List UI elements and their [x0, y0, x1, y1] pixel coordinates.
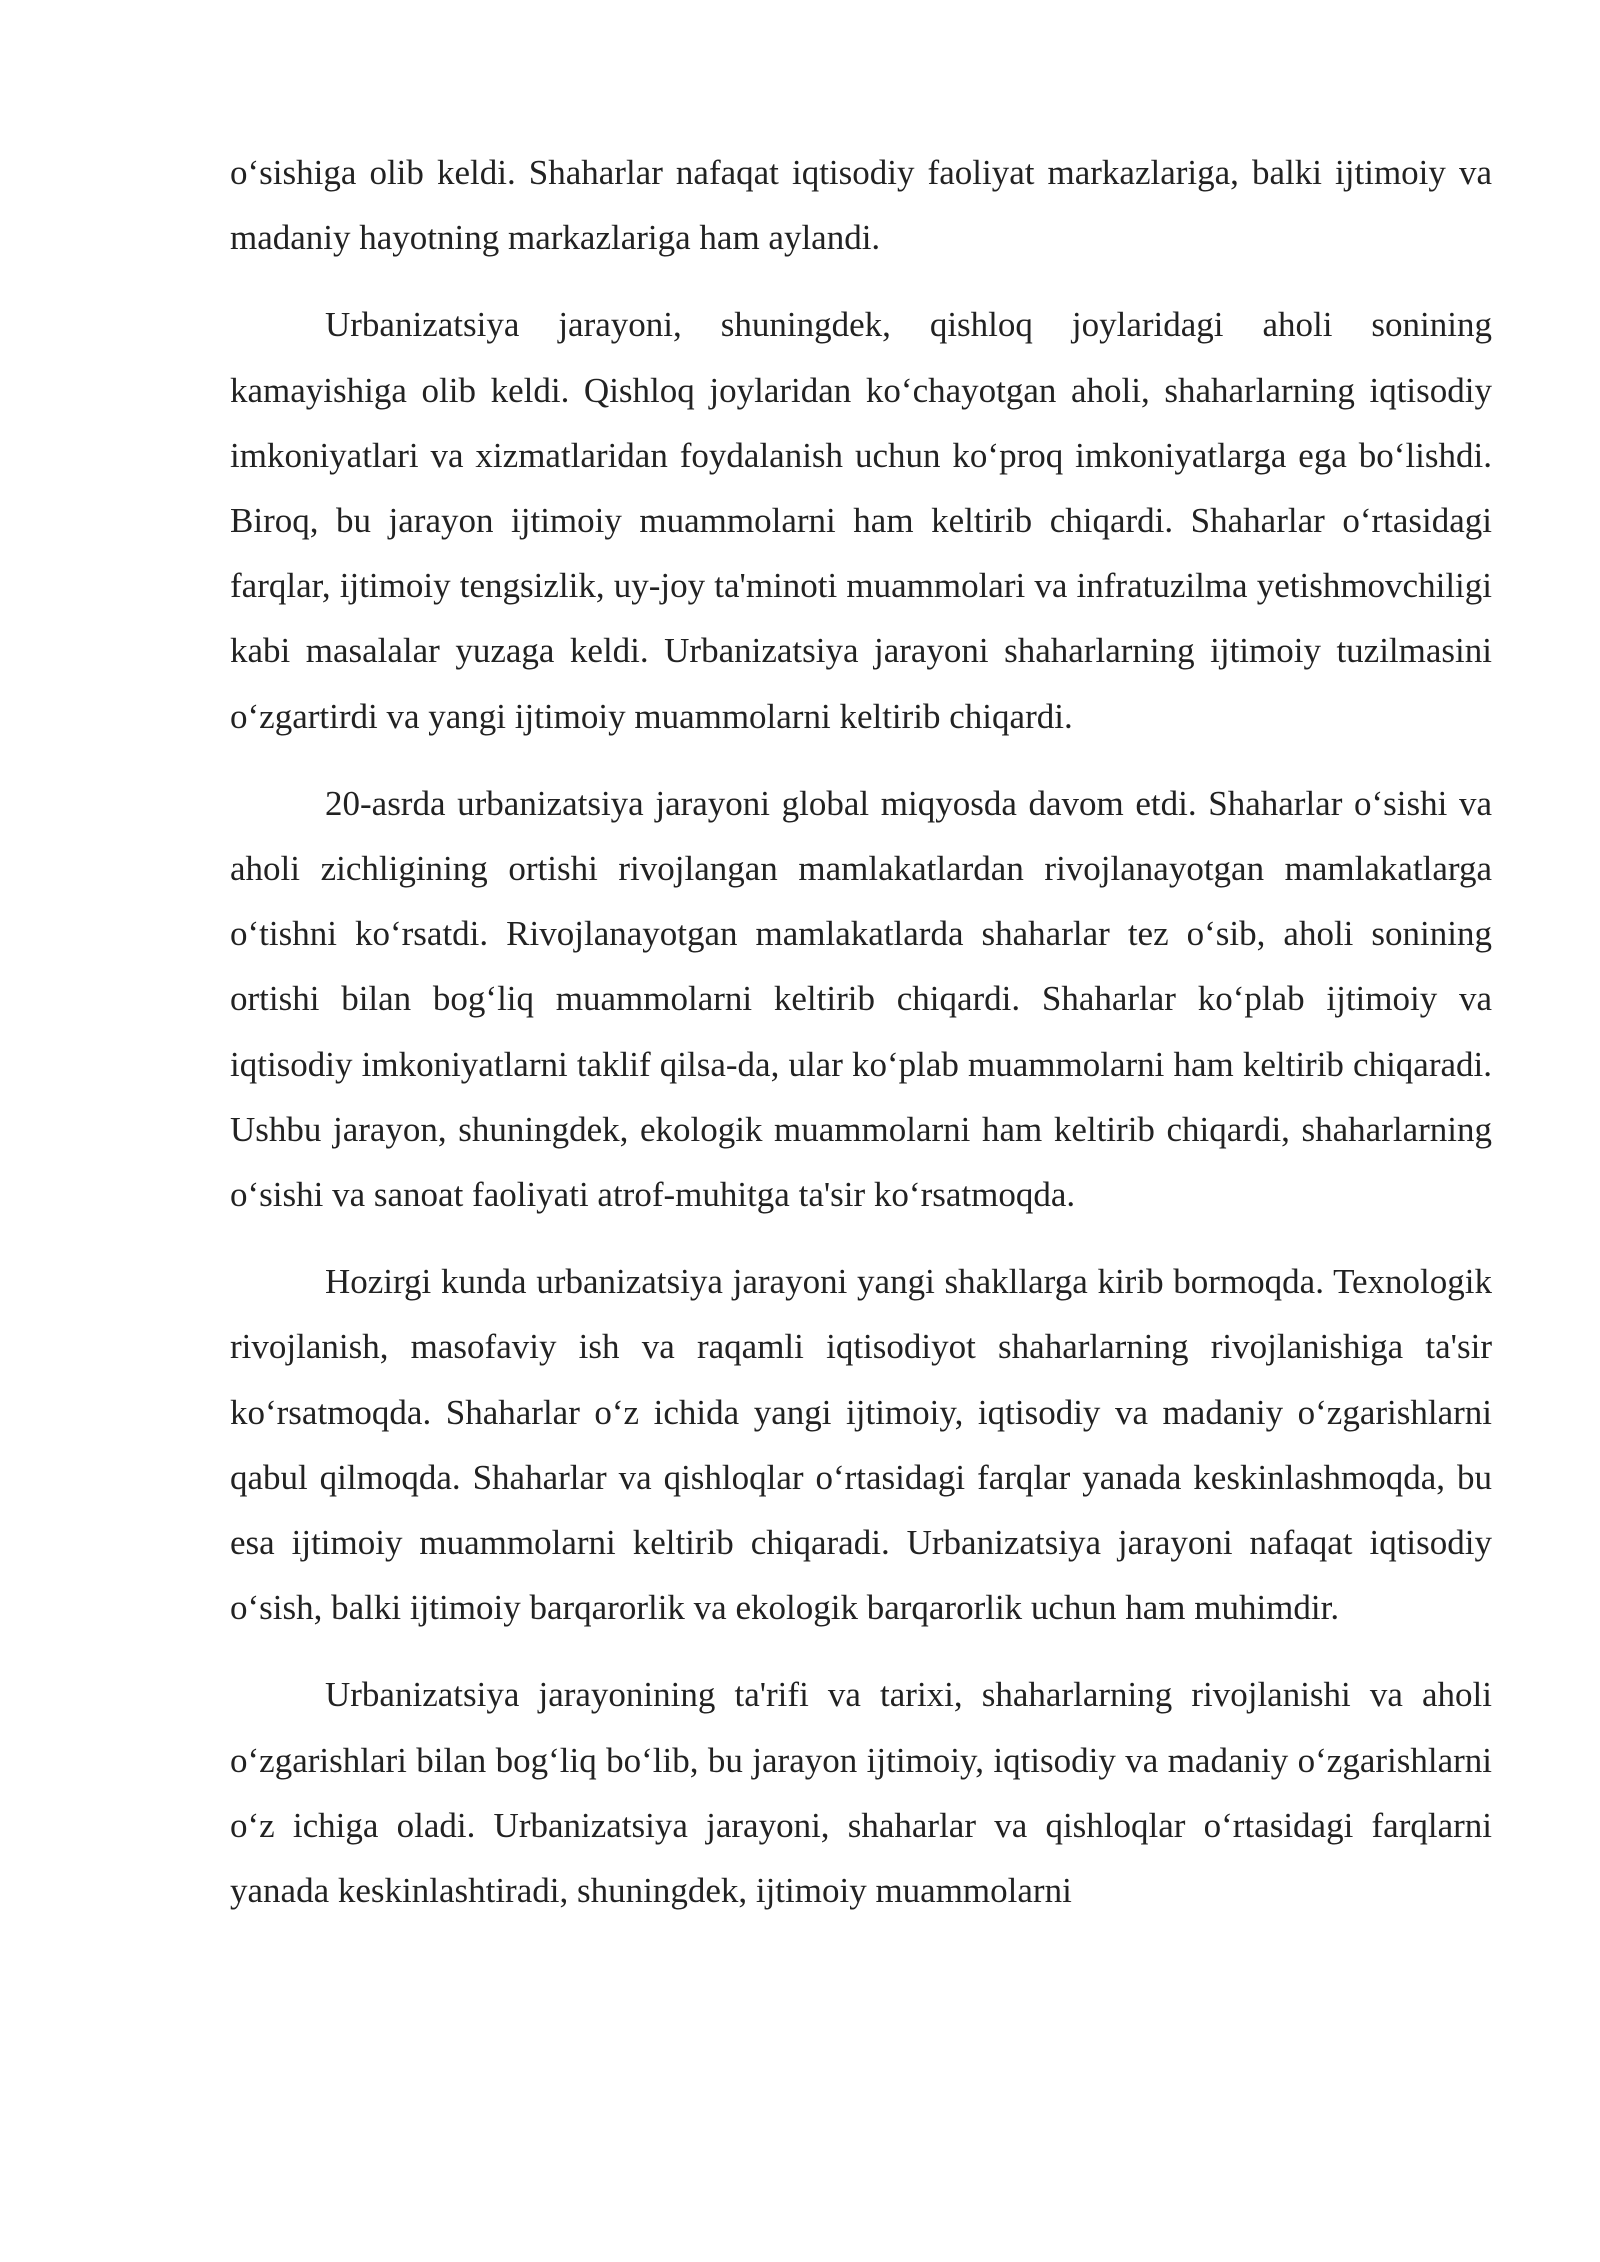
paragraph-4: Hozirgi kunda urbanizatsiya jarayoni yangi shakllarga kirib bormoqda. Texnologik rivojlanish, masofaviy ish va raqamli iqtisodiyot shaharlarning rivojlanishiga ta'sir ko‘rsatmoqda. Shaharlar o‘z ichida yangi ijtimoiy, iqtisodiy va madaniy o‘zgarishlarni qabul qilmoqda. Shaharlar va qishloqlar o‘rtasidagi farqlar yanada keskinlashmoqda, bu esa ijtimoiy muammolarni keltirib chiqaradi. Urbanizatsiya jarayoni nafaqat iqtisodiy o‘sish, balki ijtimoiy barqarorlik va ekologik barqarorlik uchun ham muhimdir.	[230, 1262, 1492, 1628]
paragraph-5: Urbanizatsiya jarayonining ta'rifi va tarixi, shaharlarning rivojlanishi va aholi o‘zgarishlari bilan bog‘liq bo‘lib, bu jarayon ijtimoiy, iqtisodiy va madaniy o‘zgarishlarni o‘z ichiga oladi. Urbanizatsiya jarayoni, shaharlar va qishloqlar o‘rtasidagi farqlarni yanada keskinlashtiradi, shuningdek, ijtimoiy muammolarni	[230, 1675, 1492, 1911]
body-text	[230, 140, 1492, 1945]
paragraph-2: Urbanizatsiya jarayoni, shuningdek, qishloq joylaridagi aholi sonining kamayishiga olib keldi. Qishloq joylaridan ko‘chayotgan aholi, shaharlarning iqtisodiy imkoniyatlari va xizmatlaridan foydalanish uchun ko‘proq imkoniyatlarga ega bo‘lishdi. Biroq, bu jarayon ijtimoiy muammolarni ham keltirib chiqardi. Shaharlar o‘rtasidagi farqlar, ijtimoiy tengsizlik, uy-joy ta'minoti muammolari va infratuzilma yetishmovchiligi kabi masalalar yuzaga keldi. Urbanizatsiya jarayoni shaharlarning ijtimoiy tuzilmasini o‘zgartirdi va yangi ijtimoiy muammolarni keltirib chiqardi.	[230, 305, 1492, 736]
paragraph-3: 20-asrda urbanizatsiya jarayoni global miqyosda davom etdi. Shaharlar o‘sishi va aholi zichligining ortishi rivojlangan mamlakatlardan rivojlanayotgan mamlakatlarga o‘tishni ko‘rsatdi. Rivojlanayotgan mamlakatlarda shaharlar tez o‘sib, aholi sonining ortishi bilan bog‘liq muammolarni keltirib chiqardi. Shaharlar ko‘plab ijtimoiy va iqtisodiy imkoniyatlarni taklif qilsa-da, ular ko‘plab muammolarni ham keltirib chiqaradi. Ushbu jarayon, shuningdek, ekologik muammolarni ham keltirib chiqardi, shaharlarning o‘sishi va sanoat faoliyati atrof-muhitga ta'sir ko‘rsatmoqda.	[230, 783, 1492, 1215]
paragraph-1: o‘sishiga olib keldi. Shaharlar nafaqat iqtisodiy faoliyat markazlariga, balki ijtimoiy va madaniy hayotning markazlariga ham aylandi.	[230, 153, 1492, 258]
